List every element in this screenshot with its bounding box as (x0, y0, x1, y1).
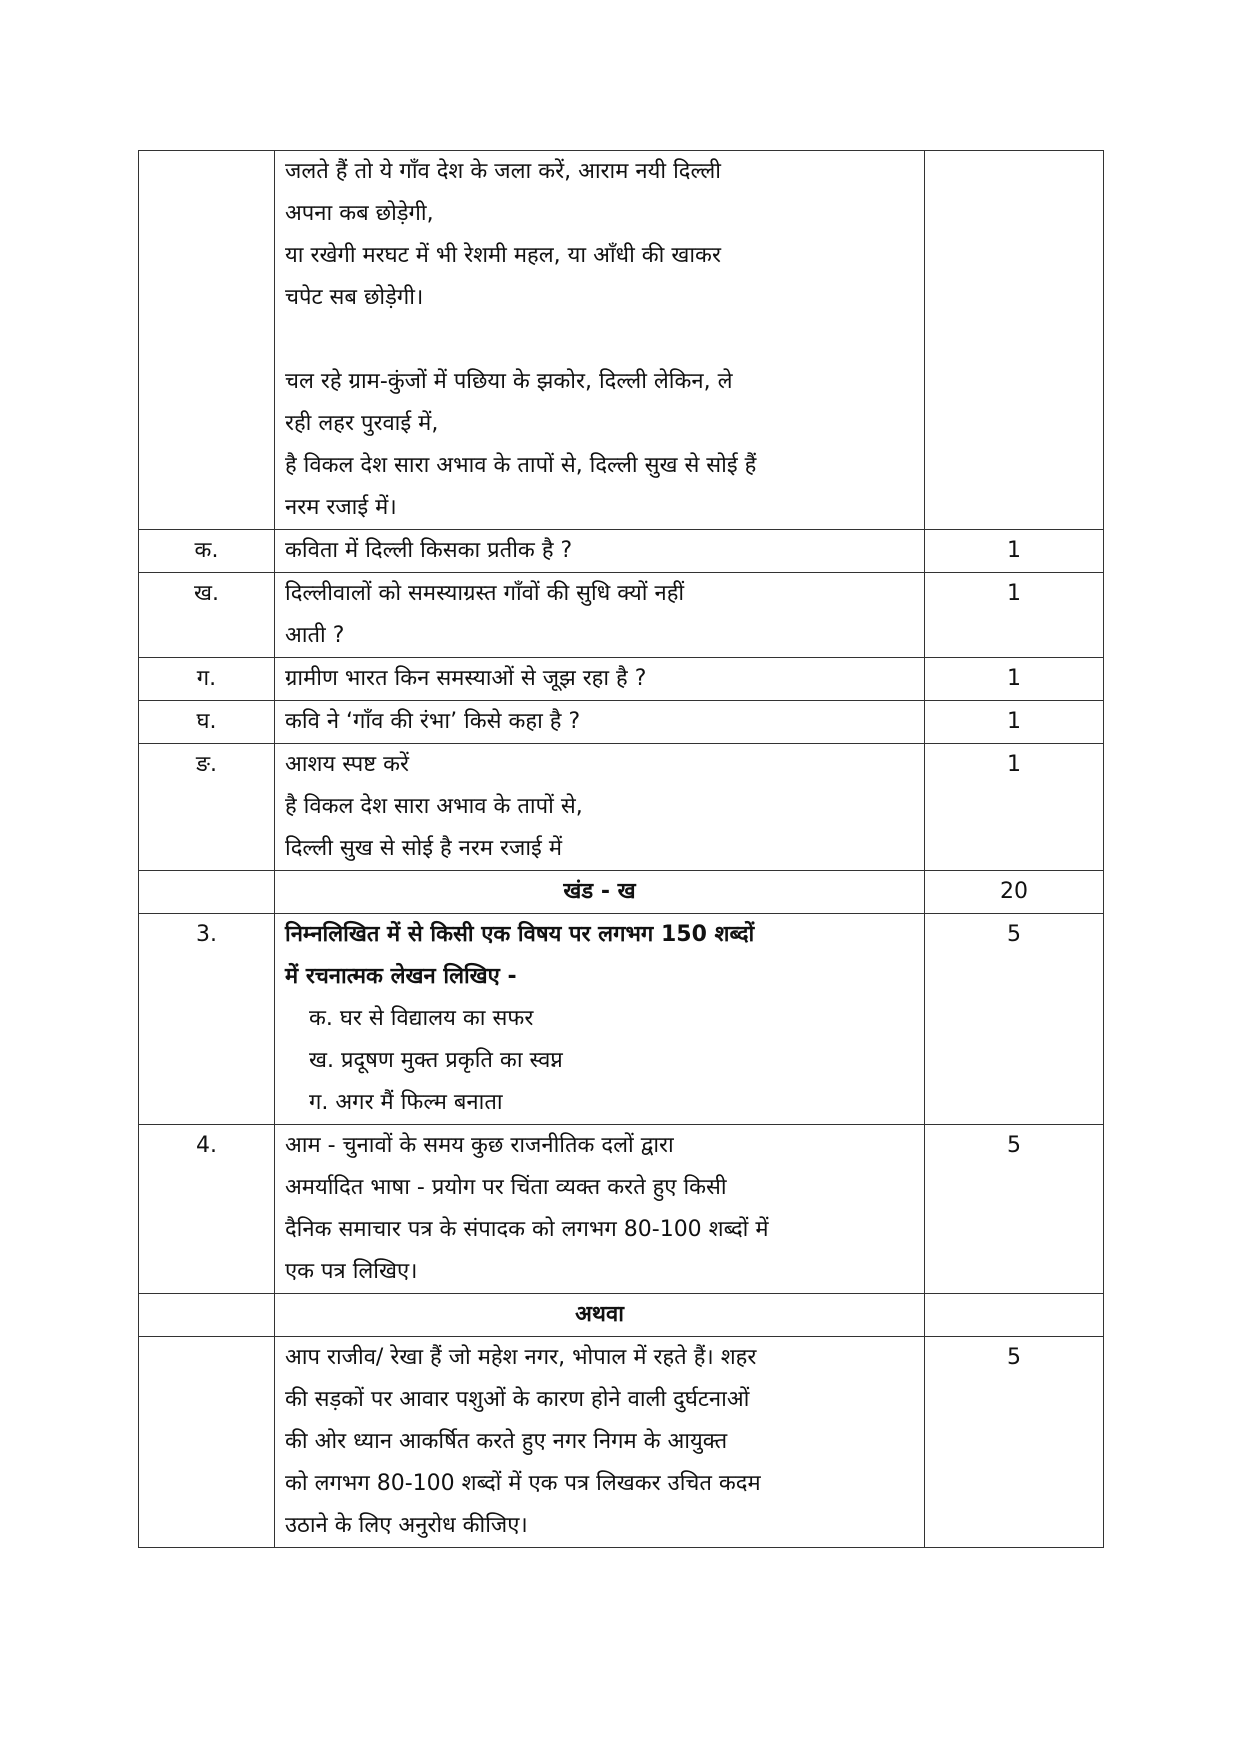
question-line: ग्रामीण भारत किन समस्याओं से जूझ रहा है ? (285, 666, 647, 691)
question-line: दिल्लीवालों को समस्याग्रस्त गाँवों की सुधि क्यों नहीं (285, 581, 685, 606)
question-line: की ओर ध्यान आकर्षित करते हुए नगर निगम के आयुक्त (285, 1429, 728, 1454)
or-label: अथवा (275, 1294, 925, 1337)
question-line: आशय स्पष्ट करें (285, 752, 409, 777)
question-row (139, 701, 1104, 744)
question-marks: 1 (925, 701, 1104, 744)
question-line: कवि ने ‘गाँव की रंभा’ किसे कहा है ? (285, 709, 581, 734)
or-num-cell (139, 1294, 275, 1337)
question-line: आप राजीव/ रेखा हैं जो महेश नगर, भोपाल में रहते हैं। शहर (285, 1345, 757, 1370)
topic-option: ख. प्रदूषण मुक्त प्रकृति का स्वप्न (309, 1048, 563, 1073)
poem-text (275, 151, 925, 530)
question-line: कविता में दिल्ली किसका प्रतीक है ? (285, 538, 573, 563)
or-marks-cell (925, 1294, 1104, 1337)
question-heading: निम्नलिखित में से किसी एक विषय पर लगभग 150 शब्दों (285, 922, 755, 947)
question-marks: 1 (925, 658, 1104, 701)
question-marks: 1 (925, 744, 1104, 871)
question-heading: में रचनात्मक लेखन लिखिए - (285, 964, 517, 989)
poem-line: नरम रजाई में। (285, 495, 397, 520)
question-marks: 5 (925, 1125, 1104, 1294)
poem-num-cell (139, 151, 275, 530)
poem-line: या रखेगी मरघट में भी रेशमी महल, या आँधी की खाकर (285, 243, 721, 268)
question-row (139, 744, 1104, 871)
question-row (139, 1337, 1104, 1548)
section-num-cell (139, 871, 275, 914)
question-number: घ. (139, 701, 275, 744)
question-line: आम - चुनावों के समय कुछ राजनीतिक दलों द्वारा (285, 1133, 674, 1158)
question-line: दिल्ली सुख से सोई है नरम रजाई में (285, 836, 563, 861)
poem-row (139, 151, 1104, 530)
question-line: है विकल देश सारा अभाव के तापों से, (285, 794, 583, 819)
section-title: खंड - ख (275, 871, 925, 914)
question-marks: 5 (925, 914, 1104, 1125)
poem-line: अपना कब छोड़ेगी, (285, 201, 434, 226)
question-number: 3. (139, 914, 275, 1125)
question-line: एक पत्र लिखिए। (285, 1259, 418, 1284)
question-text (275, 573, 925, 658)
question-row (139, 573, 1104, 658)
question-line: दैनिक समाचार पत्र के संपादक को लगभग 80-100 शब्दों में (285, 1217, 769, 1242)
question-number: ख. (139, 573, 275, 658)
question-text (275, 1125, 925, 1294)
question-number: 4. (139, 1125, 275, 1294)
question-text (275, 744, 925, 871)
question-row (139, 914, 1104, 1125)
question-text (275, 701, 925, 744)
stanza-gap (285, 319, 914, 361)
question-row (139, 658, 1104, 701)
question-line: आती ? (285, 623, 345, 648)
topic-option: क. घर से विद्यालय का सफर (309, 1006, 534, 1031)
poem-line: चल रहे ग्राम-कुंजों में पछिया के झकोर, दिल्ली लेकिन, ले (285, 369, 733, 394)
question-line: अमर्यादित भाषा - प्रयोग पर चिंता व्यक्त करते हुए किसी (285, 1175, 727, 1200)
poem-line: रही लहर पुरवाई में, (285, 411, 439, 436)
section-header-row (139, 871, 1104, 914)
question-paper-table (138, 150, 1104, 1548)
question-line: को लगभग 80-100 शब्दों में एक पत्र लिखकर उचित कदम (285, 1471, 761, 1496)
question-number: ग. (139, 658, 275, 701)
or-row (139, 1294, 1104, 1337)
question-marks: 1 (925, 530, 1104, 573)
topic-option: ग. अगर मैं फिल्म बनाता (309, 1090, 503, 1115)
question-number: क. (139, 530, 275, 573)
question-text (275, 914, 925, 1125)
question-line: की सड़कों पर आवार पशुओं के कारण होने वाली दुर्घटनाओं (285, 1387, 750, 1412)
question-row (139, 1125, 1104, 1294)
question-number (139, 1337, 275, 1548)
question-text (275, 530, 925, 573)
question-row (139, 530, 1104, 573)
section-marks: 20 (925, 871, 1104, 914)
poem-marks-cell (925, 151, 1104, 530)
question-text (275, 658, 925, 701)
question-number: ङ. (139, 744, 275, 871)
question-text (275, 1337, 925, 1548)
question-marks: 1 (925, 573, 1104, 658)
poem-line: चपेट सब छोड़ेगी। (285, 285, 424, 310)
question-marks: 5 (925, 1337, 1104, 1548)
question-line: उठाने के लिए अनुरोध कीजिए। (285, 1513, 528, 1538)
poem-line: है विकल देश सारा अभाव के तापों से, दिल्ली सुख से सोई हैं (285, 453, 757, 478)
poem-line: जलते हैं तो ये गाँव देश के जला करें, आराम नयी दिल्ली (285, 159, 721, 184)
